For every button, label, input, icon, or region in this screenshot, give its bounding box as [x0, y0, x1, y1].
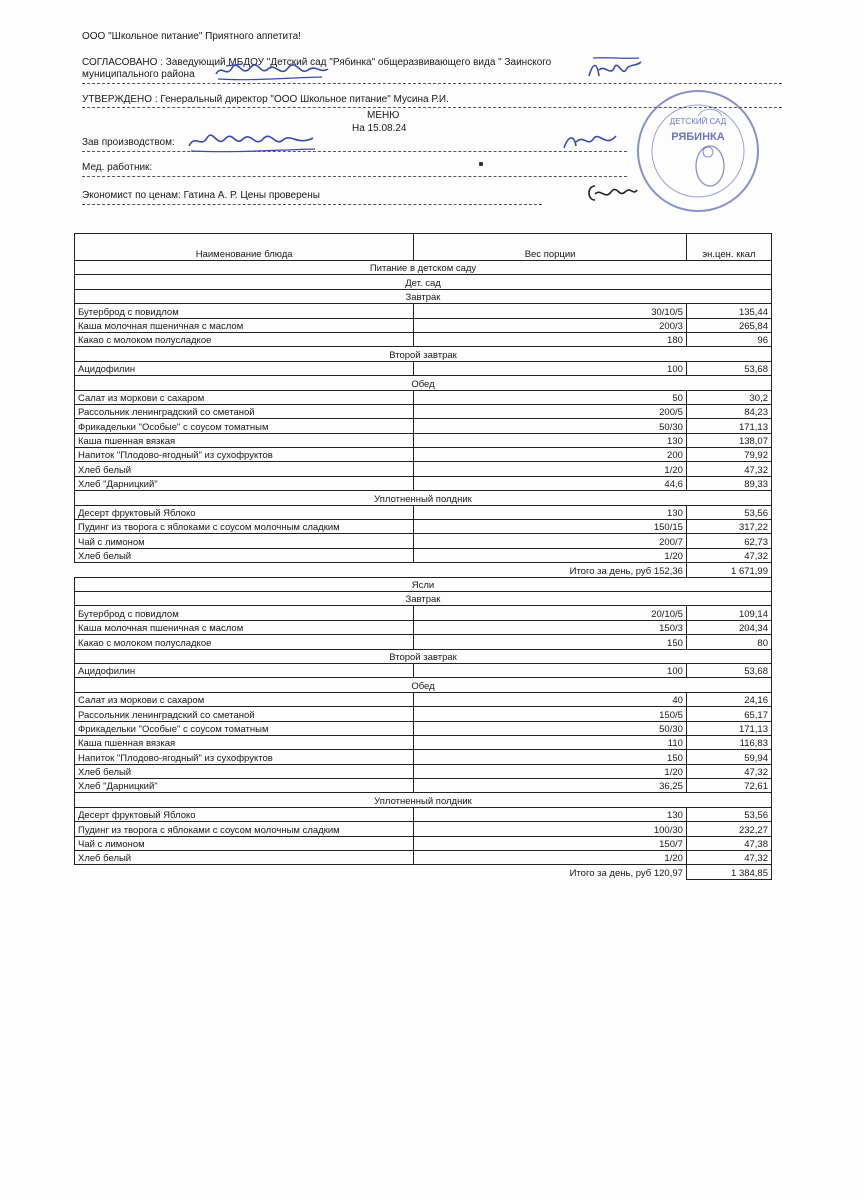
energy-kcal: 30,2	[686, 390, 771, 404]
table-row	[75, 448, 772, 462]
total-row	[75, 865, 772, 879]
section-row	[75, 591, 772, 605]
dish-name: Хлеб "Дарницкий"	[75, 476, 414, 490]
table-row	[75, 390, 772, 404]
energy-kcal: 317,22	[686, 520, 771, 534]
section-title: Обед	[75, 678, 772, 692]
table-row	[75, 721, 772, 735]
production-head-label: Зав производством:	[82, 137, 175, 148]
portion-weight: 1/20	[414, 462, 687, 476]
portion-weight: 1/20	[414, 764, 687, 778]
stamp-text-top: ДЕТСКИЙ САД	[669, 117, 727, 126]
energy-kcal: 89,33	[686, 476, 771, 490]
ink-dot	[479, 162, 483, 166]
energy-kcal: 47,38	[686, 836, 771, 850]
portion-weight: 1/20	[414, 851, 687, 865]
section-title: Обед	[75, 376, 772, 390]
day-total-kcal: 1 384,85	[686, 865, 771, 879]
energy-kcal: 171,13	[686, 419, 771, 433]
table-row	[75, 462, 772, 476]
portion-weight: 110	[414, 735, 687, 749]
dish-name: Какао с молоком полусладкое	[75, 635, 414, 649]
portion-weight: 50/30	[414, 721, 687, 735]
energy-kcal: 53,56	[686, 505, 771, 519]
dish-name: Бутерброд с повидлом	[75, 304, 414, 318]
section-row	[75, 275, 772, 289]
table-row	[75, 534, 772, 548]
table-row	[75, 419, 772, 433]
table-row	[75, 318, 772, 332]
section-row	[75, 678, 772, 692]
portion-weight: 20/10/5	[414, 606, 687, 620]
production-dotted-line	[82, 151, 627, 152]
section-title: Второй завтрак	[75, 347, 772, 361]
energy-kcal: 47,32	[686, 764, 771, 778]
dish-name: Чай с лимоном	[75, 836, 414, 850]
section-row	[75, 793, 772, 807]
column-header-kcal: эн.цен. ккал	[686, 234, 771, 261]
dish-name: Какао с молоком полусладкое	[75, 332, 414, 346]
signature-production	[560, 128, 620, 154]
section-title: Ясли	[75, 577, 772, 591]
table-row	[75, 635, 772, 649]
portion-weight: 36,25	[414, 779, 687, 793]
section-row	[75, 347, 772, 361]
total-row	[75, 563, 772, 577]
dish-name: Рассольник ленинградский со сметаной	[75, 707, 414, 721]
dish-name: Хлеб "Дарницкий"	[75, 779, 414, 793]
energy-kcal: 59,94	[686, 750, 771, 764]
portion-weight: 100	[414, 663, 687, 677]
section-title: Завтрак	[75, 591, 772, 605]
medic-label: Мед. работник:	[82, 162, 153, 173]
table-row	[75, 779, 772, 793]
approved-dotted-line	[82, 83, 782, 84]
dish-name: Салат из моркови с сахаром	[75, 390, 414, 404]
dish-name: Хлеб белый	[75, 851, 414, 865]
table-row	[75, 836, 772, 850]
table-row	[75, 433, 772, 447]
energy-kcal: 47,32	[686, 462, 771, 476]
dish-name: Каша молочная пшеничная с маслом	[75, 620, 414, 634]
menu-date: На 15.08.24	[352, 123, 407, 134]
dish-name: Каша пшенная вязкая	[75, 433, 414, 447]
energy-kcal: 204,34	[686, 620, 771, 634]
section-title: Уплотненный полдник	[75, 793, 772, 807]
section-title: Уплотненный полдник	[75, 491, 772, 505]
portion-weight: 100	[414, 361, 687, 375]
table-row	[75, 764, 772, 778]
dish-name: Ацидофилин	[75, 663, 414, 677]
dish-name: Ацидофилин	[75, 361, 414, 375]
portion-weight: 200/7	[414, 534, 687, 548]
energy-kcal: 79,92	[686, 448, 771, 462]
signature-approved-name	[212, 60, 332, 82]
dish-name: Напиток "Плодово-ягодный" из сухофруктов	[75, 750, 414, 764]
dish-name: Чай с лимоном	[75, 534, 414, 548]
table-row	[75, 807, 772, 821]
dish-name: Каша пшенная вязкая	[75, 735, 414, 749]
day-total-label: Итого за день, руб 120,97	[75, 865, 687, 879]
stamp-text-name: РЯБИНКА	[671, 131, 725, 143]
table-row	[75, 332, 772, 346]
economist-dotted-line	[82, 204, 542, 205]
portion-weight: 130	[414, 807, 687, 821]
section-row	[75, 577, 772, 591]
energy-kcal: 24,16	[686, 692, 771, 706]
signature-approved	[585, 56, 645, 82]
table-row	[75, 707, 772, 721]
energy-kcal: 135,44	[686, 304, 771, 318]
table-row	[75, 822, 772, 836]
day-total-kcal: 1 671,99	[686, 563, 771, 577]
dish-name: Хлеб белый	[75, 764, 414, 778]
dish-name: Салат из моркови с сахаром	[75, 692, 414, 706]
portion-weight: 150/5	[414, 707, 687, 721]
kindergarten-stamp	[618, 86, 778, 216]
section-row	[75, 289, 772, 303]
portion-weight: 50	[414, 390, 687, 404]
dish-name: Пудинг из творога с яблоками с соусом молочным сладким	[75, 822, 414, 836]
energy-kcal: 171,13	[686, 721, 771, 735]
dish-name: Хлеб белый	[75, 462, 414, 476]
table-row	[75, 735, 772, 749]
table-row	[75, 606, 772, 620]
section-title: Второй завтрак	[75, 649, 772, 663]
energy-kcal: 53,68	[686, 361, 771, 375]
portion-weight: 200/5	[414, 404, 687, 418]
energy-kcal: 265,84	[686, 318, 771, 332]
company-line: ООО "Школьное питание" Приятного аппетита!	[82, 31, 301, 42]
signature-production-name	[185, 130, 320, 154]
energy-kcal: 116,83	[686, 735, 771, 749]
energy-kcal: 84,23	[686, 404, 771, 418]
menu-table	[74, 233, 772, 880]
menu-table-body	[75, 261, 772, 880]
energy-kcal: 47,32	[686, 851, 771, 865]
energy-kcal: 80	[686, 635, 771, 649]
section-title: Питание в детском саду	[75, 261, 772, 275]
section-title: Завтрак	[75, 289, 772, 303]
portion-weight: 100/30	[414, 822, 687, 836]
portion-weight: 40	[414, 692, 687, 706]
table-row	[75, 663, 772, 677]
economist-line: Экономист по ценам: Гатина А. Р. Цены проверены	[82, 190, 320, 201]
energy-kcal: 62,73	[686, 534, 771, 548]
table-row	[75, 520, 772, 534]
section-row	[75, 649, 772, 663]
portion-weight: 130	[414, 505, 687, 519]
portion-weight: 1/20	[414, 548, 687, 562]
dish-name: Напиток "Плодово-ягодный" из сухофруктов	[75, 448, 414, 462]
portion-weight: 150/3	[414, 620, 687, 634]
table-row	[75, 620, 772, 634]
medic-dotted-line	[82, 176, 627, 177]
dish-name: Фрикадельки "Особые" с соусом томатным	[75, 419, 414, 433]
portion-weight: 150	[414, 635, 687, 649]
table-row	[75, 505, 772, 519]
section-row	[75, 376, 772, 390]
energy-kcal: 72,61	[686, 779, 771, 793]
portion-weight: 44,6	[414, 476, 687, 490]
portion-weight: 150/15	[414, 520, 687, 534]
energy-kcal: 232,27	[686, 822, 771, 836]
energy-kcal: 109,14	[686, 606, 771, 620]
dish-name: Десерт фруктовый Яблоко	[75, 505, 414, 519]
energy-kcal: 138,07	[686, 433, 771, 447]
section-row	[75, 261, 772, 275]
table-row	[75, 851, 772, 865]
energy-kcal: 53,68	[686, 663, 771, 677]
portion-weight: 150	[414, 750, 687, 764]
section-title: Дет. сад	[75, 275, 772, 289]
portion-weight: 130	[414, 433, 687, 447]
energy-kcal: 53,56	[686, 807, 771, 821]
table-row	[75, 361, 772, 375]
day-total-label: Итого за день, руб 152,36	[75, 563, 687, 577]
table-row	[75, 692, 772, 706]
dish-name: Хлеб белый	[75, 548, 414, 562]
dish-name: Фрикадельки "Особые" с соусом томатным	[75, 721, 414, 735]
portion-weight: 30/10/5	[414, 304, 687, 318]
column-header-dish: Наименование блюда	[75, 234, 414, 261]
confirmed-line: УТВЕРЖДЕНО : Генеральный директор "ООО Школьное питание" Мусина Р.И.	[82, 94, 449, 105]
menu-title: МЕНЮ	[367, 110, 400, 121]
energy-kcal: 96	[686, 332, 771, 346]
approved-line-2: муниципального района	[82, 69, 195, 80]
dish-name: Рассольник ленинградский со сметаной	[75, 404, 414, 418]
portion-weight: 200	[414, 448, 687, 462]
dish-name: Пудинг из творога с яблоками с соусом молочным сладким	[75, 520, 414, 534]
portion-weight: 180	[414, 332, 687, 346]
table-row	[75, 404, 772, 418]
energy-kcal: 65,17	[686, 707, 771, 721]
table-row	[75, 304, 772, 318]
table-row	[75, 476, 772, 490]
approved-line-1: СОГЛАСОВАНО : Заведующий МБДОУ "Детский сад "Рябинка" общеразвивающего вида " Заинского	[82, 57, 552, 68]
section-row	[75, 491, 772, 505]
portion-weight: 150/7	[414, 836, 687, 850]
dish-name: Каша молочная пшеничная с маслом	[75, 318, 414, 332]
energy-kcal: 47,32	[686, 548, 771, 562]
portion-weight: 50/30	[414, 419, 687, 433]
table-row	[75, 750, 772, 764]
dish-name: Десерт фруктовый Яблоко	[75, 807, 414, 821]
table-row	[75, 548, 772, 562]
table-header-row	[75, 234, 772, 261]
portion-weight: 200/3	[414, 318, 687, 332]
dish-name: Бутерброд с повидлом	[75, 606, 414, 620]
column-header-weight: Вес порции	[414, 234, 687, 261]
